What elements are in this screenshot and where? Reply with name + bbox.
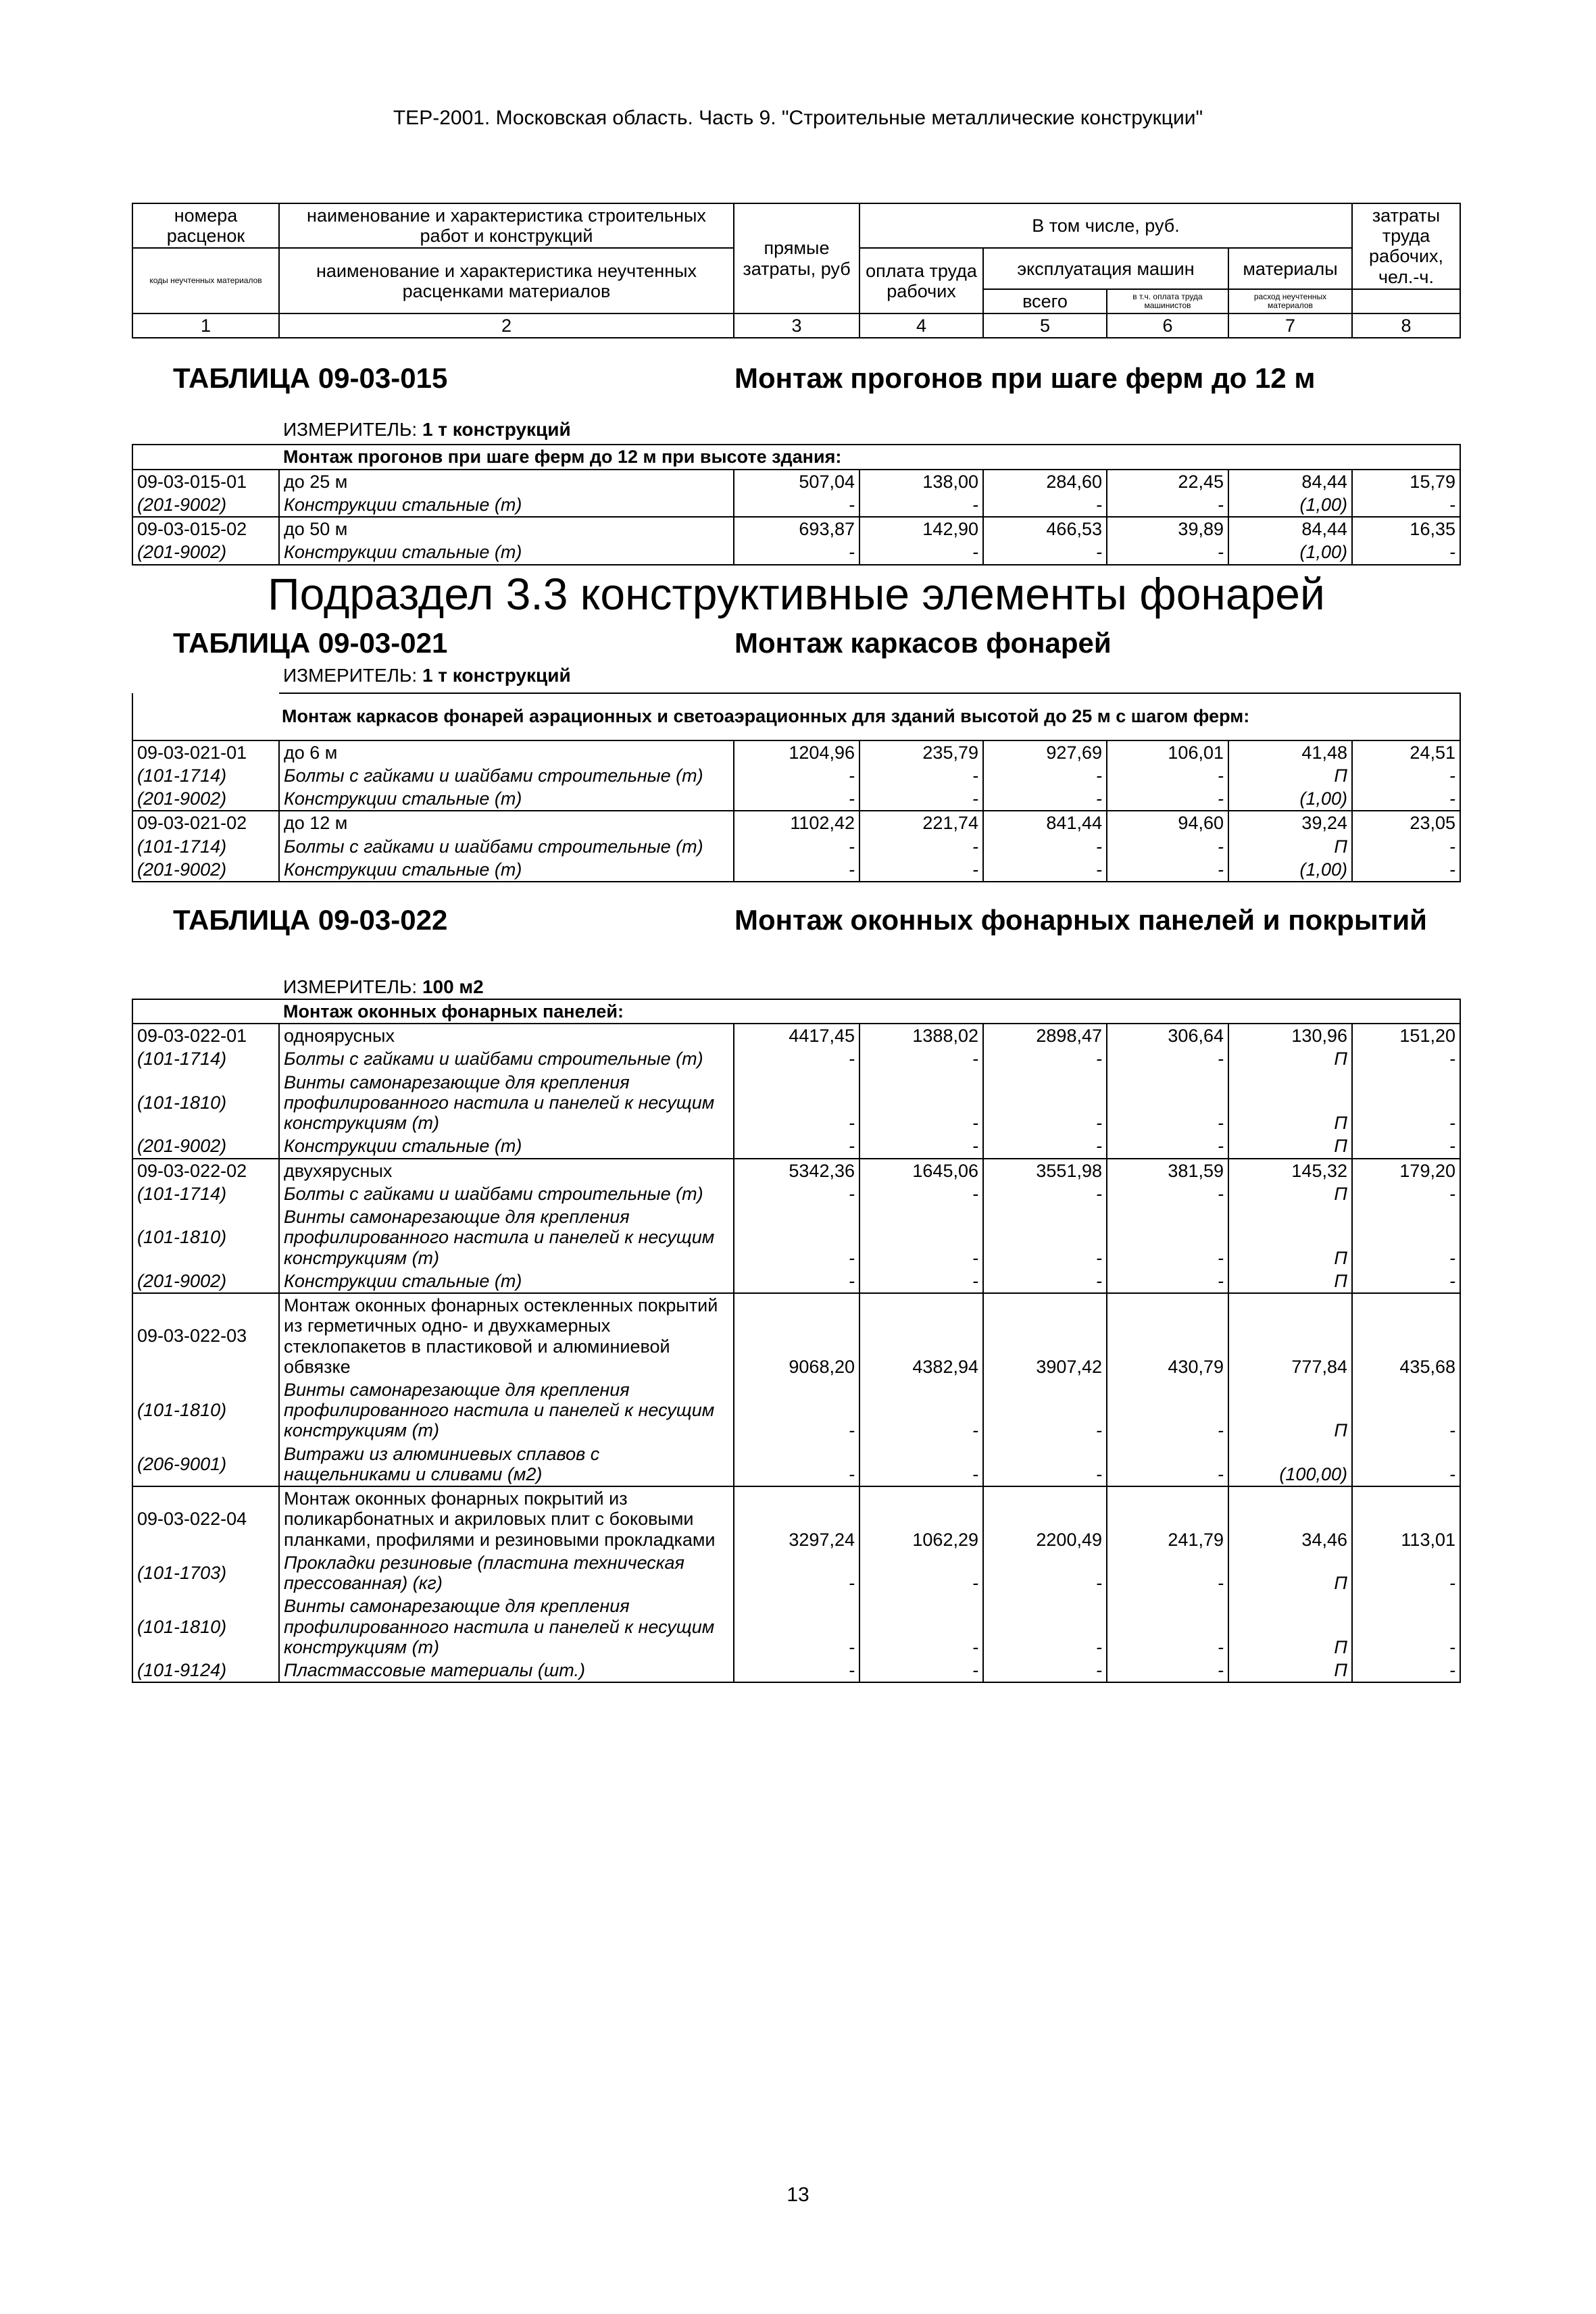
- col8-head: затраты труда рабочих, чел.-ч.: [1352, 203, 1460, 289]
- table-row: [132, 1269, 1460, 1293]
- row-name: Монтаж оконных фонарных покрытий из поликарбонатных и акриловых плит с боковыми планками, профилями и резиновыми прокладками: [279, 1486, 734, 1551]
- row-name: Пластмассовые материалы (шт.): [279, 1659, 734, 1682]
- materials: 145,32: [1228, 1159, 1352, 1182]
- machine-total: -: [983, 764, 1107, 787]
- table-022-rows: [132, 1024, 1460, 1682]
- labor-hours: 179,20: [1352, 1159, 1460, 1182]
- row-name: Прокладки резиновые (пластина техническая прессованная) (кг): [279, 1551, 734, 1594]
- row-name: Болты с гайками и шайбами строительные (т): [279, 835, 734, 858]
- measure-value: 1 т конструкций: [422, 664, 571, 686]
- rate-code: (201-9002): [132, 1269, 279, 1293]
- materials: П: [1228, 1269, 1352, 1293]
- rate-code: (101-1714): [132, 1047, 279, 1070]
- col-num: 5: [983, 313, 1107, 338]
- machine-total: -: [983, 1594, 1107, 1659]
- row-name: Монтаж оконных фонарных остекленных покрытий из герметичных одно- и двухкамерных стеклопакетов в пластиковой и алюминиевой обвязке: [279, 1293, 734, 1378]
- direct-cost: -: [734, 540, 859, 564]
- materials: 130,96: [1228, 1024, 1352, 1047]
- rate-code: (101-1714): [132, 835, 279, 858]
- labor-pay: 1388,02: [859, 1024, 983, 1047]
- materials: 34,46: [1228, 1486, 1352, 1551]
- col-num: 1: [132, 313, 279, 338]
- labor-hours: -: [1352, 1182, 1460, 1205]
- col2-head-top: наименование и характеристика строительных работ и конструкций: [279, 203, 734, 248]
- measure-row: [132, 957, 1460, 999]
- table-number: ТАБЛИЦА 09-03-022: [173, 903, 448, 936]
- labor-pay: 4382,94: [859, 1293, 983, 1378]
- col-num: 2: [279, 313, 734, 338]
- mat-head: материалы: [1228, 248, 1352, 288]
- table-row: [132, 1659, 1460, 1682]
- machinist-pay: -: [1107, 493, 1228, 517]
- direct-cost: 9068,20: [734, 1293, 859, 1378]
- table-row: [132, 1071, 1460, 1135]
- machinist-pay: 241,79: [1107, 1486, 1228, 1551]
- direct-cost: 507,04: [734, 470, 859, 493]
- rate-code: (201-9002): [132, 493, 279, 517]
- group-label: Монтаж прогонов при шаге ферм до 12 м при высоте здания:: [279, 445, 1460, 469]
- machine-total: 466,53: [983, 517, 1107, 540]
- group-row: [132, 693, 1460, 740]
- machine-total: 284,60: [983, 470, 1107, 493]
- col5-head: всего: [983, 289, 1107, 313]
- row-name: Конструкции стальные (т): [279, 1134, 734, 1158]
- labor-hours: -: [1352, 1594, 1460, 1659]
- materials: (1,00): [1228, 540, 1352, 564]
- table-015-rows: [132, 470, 1460, 565]
- labor-pay: -: [859, 764, 983, 787]
- materials: П: [1228, 1047, 1352, 1070]
- materials: П: [1228, 1134, 1352, 1158]
- labor-pay: 1645,06: [859, 1159, 983, 1182]
- table-row: [132, 540, 1460, 564]
- col2-head-bottom: наименование и характеристика неучтенных расценками материалов: [279, 248, 734, 313]
- machinist-pay: 39,89: [1107, 517, 1228, 540]
- machine-total: -: [983, 1378, 1107, 1442]
- col-num: 3: [734, 313, 859, 338]
- machine-total: 927,69: [983, 740, 1107, 764]
- materials: П: [1228, 1659, 1352, 1682]
- col-num: 4: [859, 313, 983, 338]
- machinist-pay: -: [1107, 858, 1228, 882]
- col-num: 6: [1107, 313, 1228, 338]
- row-name: Винты самонарезающие для крепления профилированного настила и панелей к несущим конструкциям (т): [279, 1071, 734, 1135]
- labor-hours: 435,68: [1352, 1293, 1460, 1378]
- materials: 777,84: [1228, 1293, 1352, 1378]
- rate-code: (101-1810): [132, 1594, 279, 1659]
- labor-pay: -: [859, 1071, 983, 1135]
- table-name: Монтаж каркасов фонарей: [734, 627, 1112, 659]
- machine-total: -: [983, 1442, 1107, 1486]
- machinist-pay: 430,79: [1107, 1293, 1228, 1378]
- row-name: двухярусных: [279, 1159, 734, 1182]
- table-row: [132, 493, 1460, 517]
- col1-head-top: номера расценок: [132, 203, 279, 248]
- machinist-pay: -: [1107, 764, 1228, 787]
- machine-total: -: [983, 1134, 1107, 1158]
- labor-pay: -: [859, 1182, 983, 1205]
- machinist-pay: -: [1107, 1269, 1228, 1293]
- labor-pay: -: [859, 1134, 983, 1158]
- table-row: [132, 1551, 1460, 1594]
- rate-code: 09-03-021-02: [132, 811, 279, 834]
- labor-pay: -: [859, 835, 983, 858]
- machinist-pay: -: [1107, 1047, 1228, 1070]
- header-row-1: [132, 203, 1460, 248]
- row-name: до 25 м: [279, 470, 734, 493]
- table-name: Монтаж оконных фонарных панелей и покрытий: [734, 903, 1427, 936]
- materials: П: [1228, 1205, 1352, 1269]
- rate-code: 09-03-021-01: [132, 740, 279, 764]
- table-row: [132, 1594, 1460, 1659]
- table-title-row: [132, 623, 1460, 663]
- direct-cost: -: [734, 1134, 859, 1158]
- machine-total: -: [983, 835, 1107, 858]
- direct-cost: -: [734, 1182, 859, 1205]
- machine-total: 2898,47: [983, 1024, 1107, 1047]
- incl-head: В том числе, руб.: [859, 203, 1352, 248]
- machinist-pay: -: [1107, 1551, 1228, 1594]
- labor-pay: -: [859, 540, 983, 564]
- machine-total: -: [983, 1551, 1107, 1594]
- table-row: [132, 517, 1460, 540]
- table-021-rows: [132, 740, 1460, 882]
- machine-total: 2200,49: [983, 1486, 1107, 1551]
- labor-hours: -: [1352, 1205, 1460, 1269]
- subsection-row: [132, 565, 1460, 623]
- rate-code: 09-03-015-01: [132, 470, 279, 493]
- labor-pay: 142,90: [859, 517, 983, 540]
- labor-pay: -: [859, 1659, 983, 1682]
- rate-code: 09-03-022-04: [132, 1486, 279, 1551]
- labor-pay: -: [859, 1269, 983, 1293]
- labor-hours: 113,01: [1352, 1486, 1460, 1551]
- measure-label: ИЗМЕРИТЕЛЬ:: [283, 976, 418, 997]
- table-row: [132, 764, 1460, 787]
- col-num: 8: [1352, 313, 1460, 338]
- row-name: одноярусных: [279, 1024, 734, 1047]
- direct-cost: -: [734, 764, 859, 787]
- direct-cost: -: [734, 1205, 859, 1269]
- machinist-pay: -: [1107, 1134, 1228, 1158]
- materials: (1,00): [1228, 787, 1352, 811]
- labor-pay: 235,79: [859, 740, 983, 764]
- row-name: Винты самонарезающие для крепления профилированного настила и панелей к несущим конструкциям (т): [279, 1378, 734, 1442]
- machine-total: -: [983, 1269, 1107, 1293]
- row-name: Витражи из алюминиевых сплавов с нащельниками и сливами (м2): [279, 1442, 734, 1486]
- materials: П: [1228, 1551, 1352, 1594]
- header-numbers: [132, 313, 1460, 338]
- table-number: ТАБЛИЦА 09-03-015: [173, 362, 448, 395]
- machine-total: -: [983, 540, 1107, 564]
- rate-code: (101-1810): [132, 1071, 279, 1135]
- materials: П: [1228, 1594, 1352, 1659]
- labor-pay: -: [859, 493, 983, 517]
- row-name: до 6 м: [279, 740, 734, 764]
- materials: 41,48: [1228, 740, 1352, 764]
- table-row: [132, 835, 1460, 858]
- direct-cost: -: [734, 787, 859, 811]
- row-name: Конструкции стальные (т): [279, 540, 734, 564]
- measure-label: ИЗМЕРИТЕЛЬ:: [283, 419, 418, 441]
- machine-total: -: [983, 493, 1107, 517]
- page-number: 13: [787, 2184, 809, 2206]
- table-row: [132, 1378, 1460, 1442]
- rate-code: (101-1703): [132, 1551, 279, 1594]
- rate-code: (201-9002): [132, 787, 279, 811]
- direct-cost: -: [734, 493, 859, 517]
- direct-cost: -: [734, 1071, 859, 1135]
- machine-total: -: [983, 1071, 1107, 1135]
- table-row: [132, 1205, 1460, 1269]
- direct-cost: -: [734, 858, 859, 882]
- labor-hours: -: [1352, 1659, 1460, 1682]
- labor-pay: -: [859, 1551, 983, 1594]
- table-row: [132, 1024, 1460, 1047]
- col4-head: оплата труда рабочих: [859, 248, 983, 313]
- table-row: [132, 1134, 1460, 1158]
- table-name: Монтаж прогонов при шаге ферм до 12 м: [734, 362, 1316, 395]
- machine-total: 841,44: [983, 811, 1107, 834]
- page-header: ТЕР-2001. Московская область. Часть 9. "Строительные металлические конструкции": [393, 107, 1203, 129]
- machinist-pay: -: [1107, 835, 1228, 858]
- labor-pay: -: [859, 787, 983, 811]
- measure-row: [132, 663, 1460, 693]
- table-row: [132, 787, 1460, 811]
- labor-pay: -: [859, 1594, 983, 1659]
- direct-cost: -: [734, 1659, 859, 1682]
- col8-head-blank: [1352, 289, 1460, 313]
- group-row: [132, 445, 1460, 469]
- machinist-pay: 106,01: [1107, 740, 1228, 764]
- rate-code: (201-9002): [132, 1134, 279, 1158]
- table-row: [132, 1486, 1460, 1551]
- measure-label: ИЗМЕРИТЕЛЬ:: [283, 664, 418, 686]
- labor-hours: -: [1352, 787, 1460, 811]
- direct-cost: 1102,42: [734, 811, 859, 834]
- materials: (100,00): [1228, 1442, 1352, 1486]
- rate-code: 09-03-015-02: [132, 517, 279, 540]
- row-name: Конструкции стальные (т): [279, 1269, 734, 1293]
- direct-cost: -: [734, 835, 859, 858]
- direct-cost: -: [734, 1594, 859, 1659]
- table-number: ТАБЛИЦА 09-03-021: [173, 627, 448, 659]
- subsection-title: Подраздел 3.3 конструктивные элементы фонарей: [268, 568, 1325, 619]
- labor-hours: -: [1352, 493, 1460, 517]
- labor-hours: 151,20: [1352, 1024, 1460, 1047]
- labor-pay: 1062,29: [859, 1486, 983, 1551]
- materials: 39,24: [1228, 811, 1352, 834]
- machine-total: -: [983, 1205, 1107, 1269]
- col-num: 7: [1228, 313, 1352, 338]
- machinist-pay: -: [1107, 1205, 1228, 1269]
- machine-total: 3551,98: [983, 1159, 1107, 1182]
- rate-code: (206-9001): [132, 1442, 279, 1486]
- machinist-pay: -: [1107, 1659, 1228, 1682]
- table-title-row: [132, 882, 1460, 957]
- row-name: Болты с гайками и шайбами строительные (т): [279, 1182, 734, 1205]
- rate-code: 09-03-022-02: [132, 1159, 279, 1182]
- table-row: [132, 1159, 1460, 1182]
- table-row: [132, 740, 1460, 764]
- table-title-row: [132, 338, 1460, 418]
- table-row: [132, 1442, 1460, 1486]
- measure-row: [132, 418, 1460, 445]
- mach-head: эксплуатация машин: [983, 248, 1228, 288]
- materials: 84,44: [1228, 517, 1352, 540]
- labor-hours: -: [1352, 1047, 1460, 1070]
- table-row: [132, 811, 1460, 834]
- labor-hours: 24,51: [1352, 740, 1460, 764]
- labor-hours: -: [1352, 1134, 1460, 1158]
- rate-code: (201-9002): [132, 540, 279, 564]
- machinist-pay: 381,59: [1107, 1159, 1228, 1182]
- labor-pay: 221,74: [859, 811, 983, 834]
- labor-hours: -: [1352, 1378, 1460, 1442]
- materials: П: [1228, 1182, 1352, 1205]
- direct-cost: 1204,96: [734, 740, 859, 764]
- rate-code: (101-1714): [132, 764, 279, 787]
- direct-cost: -: [734, 1269, 859, 1293]
- labor-pay: -: [859, 1205, 983, 1269]
- materials: (1,00): [1228, 858, 1352, 882]
- table-row: [132, 470, 1460, 493]
- group-row: [132, 999, 1460, 1024]
- labor-hours: -: [1352, 1442, 1460, 1486]
- estimate-table: [132, 203, 1461, 1683]
- materials: П: [1228, 764, 1352, 787]
- table-row: [132, 1047, 1460, 1070]
- rate-code: (101-9124): [132, 1659, 279, 1682]
- labor-hours: -: [1352, 1551, 1460, 1594]
- machinist-pay: -: [1107, 1182, 1228, 1205]
- col6-head: в т.ч. оплата труда машинистов: [1107, 289, 1228, 313]
- machine-total: -: [983, 1182, 1107, 1205]
- rate-code: 09-03-022-01: [132, 1024, 279, 1047]
- machinist-pay: 306,64: [1107, 1024, 1228, 1047]
- col1-head-bottom: коды неучтенных материалов: [132, 248, 279, 313]
- rate-code: (101-1714): [132, 1182, 279, 1205]
- rate-code: (201-9002): [132, 858, 279, 882]
- row-name: Болты с гайками и шайбами строительные (т): [279, 764, 734, 787]
- materials: П: [1228, 1378, 1352, 1442]
- row-name: Конструкции стальные (т): [279, 493, 734, 517]
- rate-code: (101-1810): [132, 1205, 279, 1269]
- rate-code: (101-1810): [132, 1378, 279, 1442]
- direct-cost: 4417,45: [734, 1024, 859, 1047]
- col7-head: расход неучтенных материалов: [1228, 289, 1352, 313]
- machine-total: -: [983, 1047, 1107, 1070]
- machinist-pay: -: [1107, 1594, 1228, 1659]
- machinist-pay: 94,60: [1107, 811, 1228, 834]
- row-name: Конструкции стальные (т): [279, 858, 734, 882]
- row-name: Болты с гайками и шайбами строительные (т): [279, 1047, 734, 1070]
- labor-hours: -: [1352, 835, 1460, 858]
- machinist-pay: -: [1107, 1378, 1228, 1442]
- labor-hours: 23,05: [1352, 811, 1460, 834]
- row-name: до 12 м: [279, 811, 734, 834]
- labor-pay: 138,00: [859, 470, 983, 493]
- machinist-pay: -: [1107, 540, 1228, 564]
- labor-hours: -: [1352, 858, 1460, 882]
- materials: П: [1228, 1071, 1352, 1135]
- table-row: [132, 1182, 1460, 1205]
- labor-hours: 16,35: [1352, 517, 1460, 540]
- labor-hours: 15,79: [1352, 470, 1460, 493]
- direct-cost: 3297,24: [734, 1486, 859, 1551]
- group-label: Монтаж оконных фонарных панелей:: [279, 999, 1460, 1024]
- machine-total: -: [983, 787, 1107, 811]
- labor-hours: -: [1352, 764, 1460, 787]
- labor-hours: -: [1352, 1071, 1460, 1135]
- row-name: Конструкции стальные (т): [279, 787, 734, 811]
- direct-cost: -: [734, 1442, 859, 1486]
- labor-pay: -: [859, 1047, 983, 1070]
- labor-hours: -: [1352, 1269, 1460, 1293]
- machine-total: -: [983, 858, 1107, 882]
- machinist-pay: 22,45: [1107, 470, 1228, 493]
- table-row: [132, 858, 1460, 882]
- materials: 84,44: [1228, 470, 1352, 493]
- measure-value: 1 т конструкций: [422, 419, 571, 441]
- table-row: [132, 1293, 1460, 1378]
- direct-cost: 693,87: [734, 517, 859, 540]
- direct-cost: -: [734, 1378, 859, 1442]
- labor-pay: -: [859, 1442, 983, 1486]
- materials: П: [1228, 835, 1352, 858]
- measure-value: 100 м2: [422, 976, 484, 997]
- machinist-pay: -: [1107, 1442, 1228, 1486]
- group-label: Монтаж каркасов фонарей аэрационных и светоаэрационных для зданий высотой до 25 м с шагом ферм:: [132, 693, 1460, 740]
- row-name: Винты самонарезающие для крепления профилированного настила и панелей к несущим конструкциям (т): [279, 1205, 734, 1269]
- row-name: Винты самонарезающие для крепления профилированного настила и панелей к несущим конструкциям (т): [279, 1594, 734, 1659]
- labor-pay: -: [859, 858, 983, 882]
- machinist-pay: -: [1107, 787, 1228, 811]
- machine-total: 3907,42: [983, 1293, 1107, 1378]
- row-name: до 50 м: [279, 517, 734, 540]
- direct-cost: -: [734, 1551, 859, 1594]
- machinist-pay: -: [1107, 1071, 1228, 1135]
- materials: (1,00): [1228, 493, 1352, 517]
- rate-code: 09-03-022-03: [132, 1293, 279, 1378]
- direct-cost: -: [734, 1047, 859, 1070]
- direct-cost: 5342,36: [734, 1159, 859, 1182]
- machine-total: -: [983, 1659, 1107, 1682]
- labor-pay: -: [859, 1378, 983, 1442]
- labor-hours: -: [1352, 540, 1460, 564]
- col3-head: прямые затраты, руб: [734, 203, 859, 313]
